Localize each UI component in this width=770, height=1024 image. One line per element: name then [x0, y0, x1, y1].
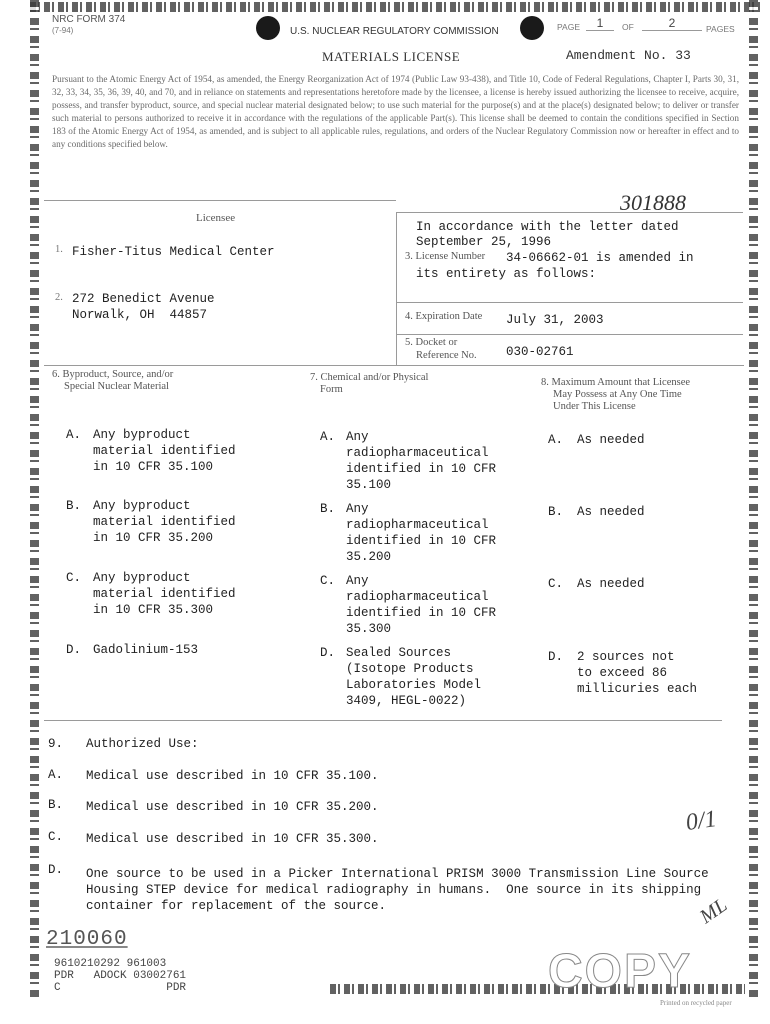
- form-letter: C.: [320, 574, 336, 588]
- page-number: 1: [586, 16, 614, 31]
- form-description: Any radiopharmaceutical identified in 10 CFR 35.200: [346, 502, 497, 564]
- licensee-section-label: Licensee: [196, 212, 236, 224]
- expiration-date: July 31, 2003: [506, 313, 604, 327]
- field-number-2: 2.: [55, 292, 63, 303]
- license-number-label: 3. License Number: [405, 251, 486, 262]
- col6-header-line2: Special Nuclear Material: [64, 381, 169, 392]
- col8-header-line3: Under This License: [553, 401, 636, 412]
- field-number-1: 1.: [55, 244, 63, 255]
- form-id: NRC FORM 374: [52, 14, 126, 25]
- use-letter: C.: [48, 830, 64, 844]
- handwritten-margin-mark: 0/1: [684, 805, 719, 837]
- pdr-line3: C PDR: [54, 982, 187, 994]
- authorized-use-number: 9.: [48, 737, 64, 751]
- use-text: One source to be used in a Picker International PRISM 3000 Transmission Line Source Housing STEP device for medical radiography in humans. One source in its shipping container for replacement of the source.: [86, 867, 709, 913]
- license-number: 34-06662-01 is amended in: [506, 251, 694, 265]
- accordance-line2: September 25, 1996: [416, 235, 552, 249]
- authorized-use-label: Authorized Use:: [86, 737, 199, 751]
- use-text: Medical use described in 10 CFR 35.200.: [86, 800, 379, 814]
- printed-note: Printed on recycled paper: [660, 999, 732, 1007]
- amount-description: 2 sources not to exceed 86 millicuries each: [577, 650, 698, 696]
- stamp-number: 210060: [46, 928, 128, 951]
- material-letter: A.: [66, 428, 82, 442]
- form-letter: D.: [320, 646, 336, 660]
- use-text: Medical use described in 10 CFR 35.100.: [86, 769, 379, 783]
- docket-label-line1: 5. Docket or: [405, 337, 458, 348]
- amount-description: As needed: [577, 505, 645, 519]
- accordance-line1: In accordance with the letter dated: [416, 220, 679, 234]
- copy-stamp: COPY: [548, 945, 693, 998]
- punch-hole-left: [256, 16, 280, 40]
- handwritten-file-number: 301888: [620, 190, 686, 215]
- material-description: Any byproduct material identified in 10 CFR 35.200: [93, 499, 236, 545]
- amount-description: As needed: [577, 433, 645, 447]
- page-total: 2: [642, 16, 702, 31]
- pdr-line1: 9610210292 961003: [54, 958, 167, 970]
- col6-header-line1: 6. Byproduct, Source, and/or: [52, 369, 174, 380]
- agency-name: U.S. NUCLEAR REGULATORY COMMISSION: [290, 26, 499, 37]
- material-letter: C.: [66, 571, 82, 585]
- use-letter: D.: [48, 863, 64, 877]
- docket-label-line2: Reference No.: [416, 350, 477, 361]
- licensee-name: Fisher-Titus Medical Center: [72, 245, 275, 259]
- form-description: Sealed Sources (Isotope Products Laboratories Model 3409, HEGL-0022): [346, 646, 482, 708]
- amount-letter: D.: [548, 650, 564, 664]
- licensee-address-line2: Norwalk, OH 44857: [72, 308, 208, 322]
- amount-letter: A.: [548, 433, 564, 447]
- form-date: (7-94): [52, 26, 74, 35]
- material-letter: B.: [66, 499, 82, 513]
- amendment-number: Amendment No. 33: [566, 48, 691, 63]
- col8-header-line1: 8. Maximum Amount that Licensee: [541, 377, 691, 388]
- form-letter: B.: [320, 502, 336, 516]
- docket-number: 030-02761: [506, 345, 574, 359]
- use-text: Medical use described in 10 CFR 35.300.: [86, 832, 379, 846]
- license-number-continuation: its entirety as follows:: [416, 267, 597, 281]
- pages-label: PAGES: [706, 24, 735, 34]
- preamble-text: Pursuant to the Atomic Energy Act of 1954, as amended, the Energy Reorganization Act of 1974 (Public Law 93-438), and Title 10, Code of Federal Regulations, Chapter I, Parts 30, 31, 32, 33, 34, 35, 36, 39, 40, and 70, and in reliance on statements and representations heretofore made by the licensee, a license is hereby issued authorizing the licensee to receive, acquire, possess, and transfer byproduct, source, and special nuclear material designated below; to use such material for the purpose(s) and at the place(s) designated below; to deliver or transfer such material to persons authorized to receive it in accordance with the regulations of the applicable Part(s). This license shall be deemed to contain the conditions specified in Section 183 of the Atomic Energy Act of 1954, as amended, and is subject to all applicable rules, regulations, and orders of the Nuclear Regulatory Commission now or hereafter in effect and to any conditions specified below.: [52, 74, 739, 149]
- col7-header-line2: Form: [320, 384, 343, 395]
- of-label: OF: [622, 22, 634, 32]
- pdr-line2: PDR ADOCK 03002761: [54, 970, 187, 982]
- form-description: Any radiopharmaceutical identified in 10 CFR 35.300: [346, 574, 497, 636]
- material-letter: D.: [66, 643, 82, 657]
- amount-letter: C.: [548, 577, 564, 591]
- col7-header-line1: 7. Chemical and/or Physical: [310, 372, 429, 383]
- left-border-strip: [30, 0, 39, 1000]
- use-letter: A.: [48, 768, 64, 782]
- material-description: Any byproduct material identified in 10 CFR 35.300: [93, 571, 236, 617]
- right-border-strip: [749, 0, 758, 1000]
- punch-hole-right: [520, 16, 544, 40]
- document-title: MATERIALS LICENSE: [322, 49, 461, 64]
- page-label: PAGE: [557, 22, 580, 32]
- material-description: Any byproduct material identified in 10 CFR 35.100: [93, 428, 236, 474]
- expiration-date-label: 4. Expiration Date: [405, 311, 483, 322]
- use-letter: B.: [48, 798, 64, 812]
- form-description: Any radiopharmaceutical identified in 10 CFR 35.100: [346, 430, 497, 492]
- amount-description: As needed: [577, 577, 645, 591]
- licensee-address-line1: 272 Benedict Avenue: [72, 292, 215, 306]
- col8-header-line2: May Possess at Any One Time: [553, 389, 682, 400]
- material-description: Gadolinium-153: [93, 643, 199, 657]
- handwritten-initials: ML: [695, 894, 732, 929]
- top-border-strip: [30, 2, 760, 12]
- amount-letter: B.: [548, 505, 564, 519]
- form-letter: A.: [320, 430, 336, 444]
